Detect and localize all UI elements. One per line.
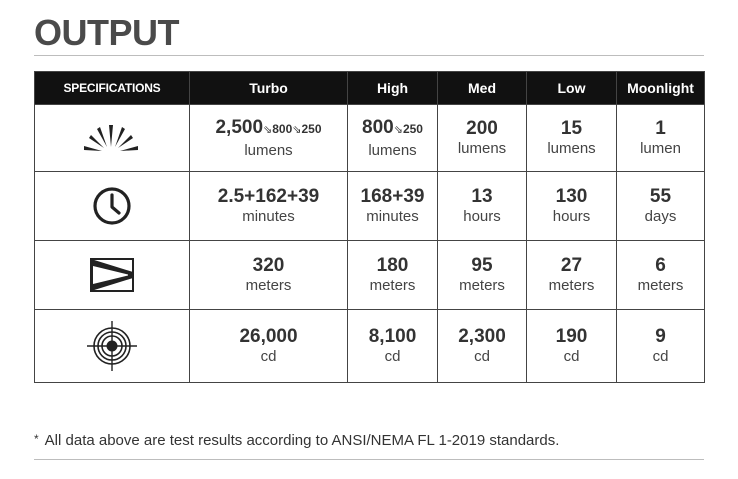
table-row-lumens bbox=[35, 105, 705, 172]
target-icon bbox=[86, 320, 138, 372]
footer-divider bbox=[34, 459, 704, 460]
runtime-turbo: 2.5+162+39 minutes bbox=[190, 172, 348, 241]
header-specifications: SPECIFICATIONS bbox=[35, 72, 190, 105]
footnote-marker: * bbox=[34, 432, 39, 446]
row-icon-cell bbox=[35, 105, 190, 172]
row-icon-cell bbox=[35, 310, 190, 383]
runtime-low: 130 hours bbox=[527, 172, 617, 241]
table-row-intensity bbox=[35, 310, 705, 383]
table-row-runtime bbox=[35, 172, 705, 241]
header-turbo: Turbo bbox=[190, 72, 348, 105]
distance-med: 95 meters bbox=[438, 241, 527, 310]
row-icon-cell bbox=[35, 241, 190, 310]
header-med: Med bbox=[438, 72, 527, 105]
lumens-turbo: 2,500⇘800⇘250 lumens bbox=[190, 105, 348, 172]
lumens-low: 15 lumens bbox=[527, 105, 617, 172]
distance-turbo: 320 meters bbox=[190, 241, 348, 310]
header-moonlight: Moonlight bbox=[617, 72, 705, 105]
intensity-turbo: 26,000 cd bbox=[190, 310, 348, 383]
intensity-moonlight: 9 cd bbox=[617, 310, 705, 383]
intensity-low: 190 cd bbox=[527, 310, 617, 383]
runtime-high: 168+39 minutes bbox=[348, 172, 438, 241]
title-divider bbox=[34, 55, 704, 56]
distance-high: 180 meters bbox=[348, 241, 438, 310]
runtime-moonlight: 55 days bbox=[617, 172, 705, 241]
intensity-high: 8,100 cd bbox=[348, 310, 438, 383]
lumens-med: 200 lumens bbox=[438, 105, 527, 172]
specifications-table bbox=[34, 71, 705, 383]
page-title: OUTPUT bbox=[34, 12, 179, 53]
lumens-high: 800⇘250 lumens bbox=[348, 105, 438, 172]
lumens-moonlight: 1 lumen bbox=[617, 105, 705, 172]
row-icon-cell bbox=[35, 172, 190, 241]
distance-moonlight: 6 meters bbox=[617, 241, 705, 310]
intensity-med: 2,300 cd bbox=[438, 310, 527, 383]
table-row-distance bbox=[35, 241, 705, 310]
sunburst-icon bbox=[84, 121, 140, 155]
header-low: Low bbox=[527, 72, 617, 105]
beam-distance-icon bbox=[90, 258, 134, 292]
table-header-row bbox=[35, 72, 705, 105]
header-high: High bbox=[348, 72, 438, 105]
clock-icon bbox=[92, 186, 132, 226]
distance-low: 27 meters bbox=[527, 241, 617, 310]
runtime-med: 13 hours bbox=[438, 172, 527, 241]
footnote bbox=[34, 432, 559, 449]
footnote-text: All data above are test results according to ANSI/NEMA FL 1-2019 standards. bbox=[44, 432, 560, 449]
